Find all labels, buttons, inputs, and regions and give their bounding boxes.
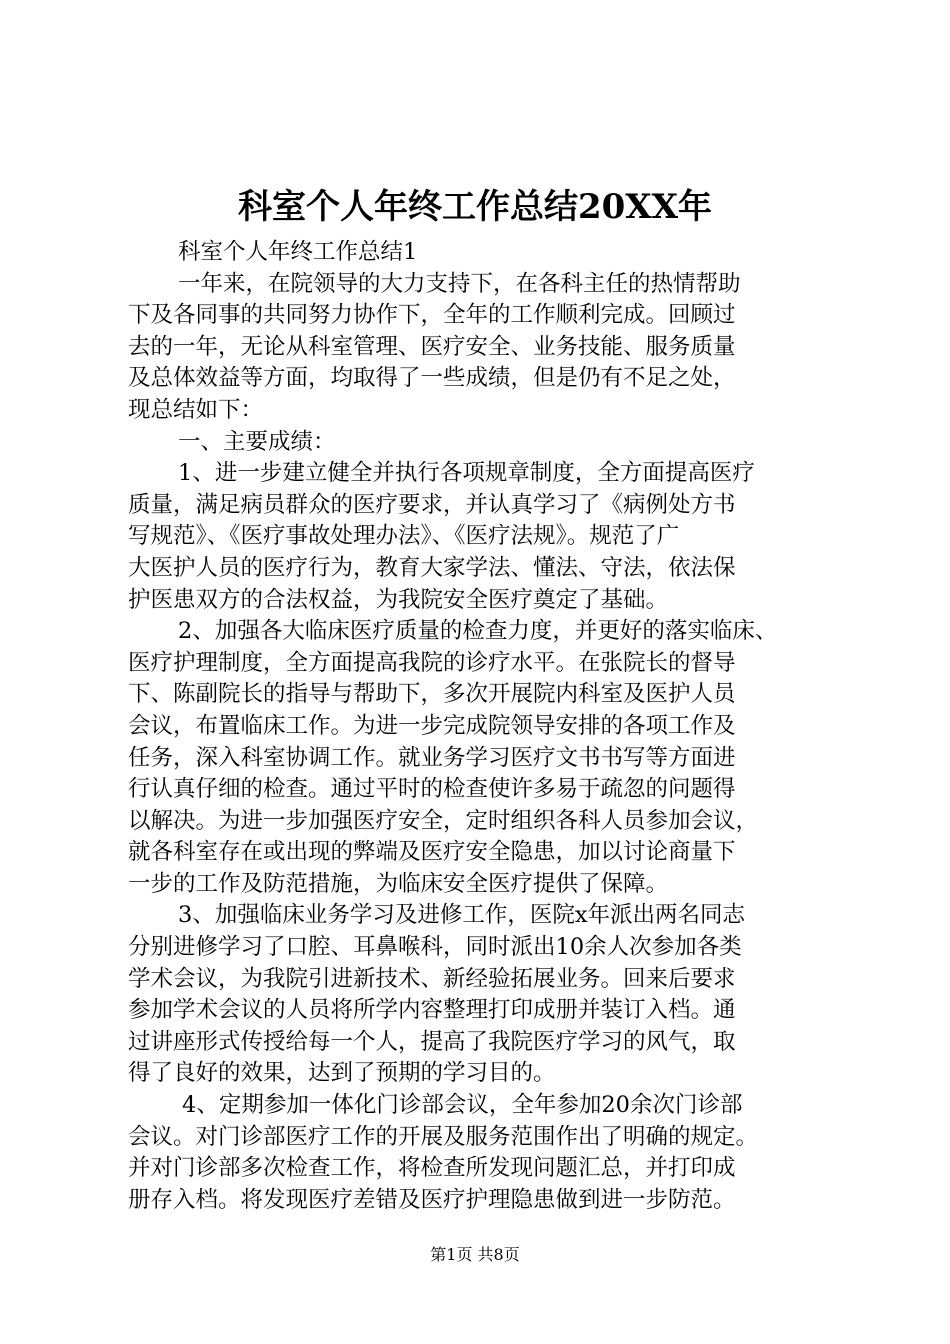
- document-title: 科室个人年终工作总结20XX年: [237, 187, 713, 227]
- paragraph-line: 护医患双方的合法权益，为我院安全医疗奠定了基础。: [128, 586, 669, 613]
- paragraph-line: 4、定期参加一体化门诊部会议，全年参加20余次门诊部: [182, 1092, 743, 1119]
- paragraph-line: 下、陈副院长的指导与帮助下，多次开展院内科室及医护人员: [128, 681, 736, 708]
- paragraph-line: 写规范》、《医疗事故处理办法》、《医疗法规》。规范了广: [128, 523, 680, 550]
- paragraph-line: 过讲座形式传授给每一个人，提高了我院医疗学习的风气，取: [128, 1028, 736, 1055]
- paragraph-line: 分别进修学习了口腔、耳鼻喉科，同时派出10余人次参加各类: [128, 934, 742, 961]
- paragraph-line: 3、加强临床业务学习及进修工作，医院x年派出两名同志: [178, 902, 746, 929]
- paragraph-line: 一步的工作及防范措施，为临床安全医疗提供了保障。: [128, 870, 669, 897]
- paragraph-line: 质量，满足病员群众的医疗要求，并认真学习了《病例处方书: [128, 491, 736, 518]
- paragraph-line: 大医护人员的医疗行为，教育大家学法、懂法、守法，依法保: [128, 554, 736, 581]
- paragraph-line: 就各科室存在或出现的弊端及医疗安全隐患，加以讨论商量下: [128, 839, 736, 866]
- section-heading: 一、主要成绩：: [178, 428, 336, 455]
- paragraph-line: 学术会议，为我院引进新技术、新经验拓展业务。回来后要求: [128, 965, 736, 992]
- paragraph-line: 医疗护理制度，全方面提高我院的诊疗水平。在张院长的督导: [128, 649, 736, 676]
- paragraph-line: 去的一年，无论从科室管理、医疗安全、业务技能、服务质量: [128, 333, 736, 360]
- paragraph-line: 得了良好的效果，达到了预期的学习目的。: [128, 1060, 556, 1087]
- paragraph-line: 1、进一步建立健全并执行各项规章制度，全方面提高医疗: [178, 460, 755, 487]
- paragraph-line: 2、加强各大临床医疗质量的检查力度，并更好的落实临床、: [178, 618, 778, 645]
- paragraph-line: 以解决。为进一步加强医疗安全，定时组织各科人员参加会议，: [128, 807, 759, 834]
- page-footer: 第1页 共8页: [430, 1245, 520, 1264]
- paragraph-line: 并对门诊部多次检查工作，将检查所发现问题汇总，并打印成: [128, 1155, 736, 1182]
- paragraph-line: 及总体效益等方面，均取得了一些成绩，但是仍有不足之处，: [128, 365, 736, 392]
- document-body: [128, 237, 838, 1216]
- paragraph-line: 会议，布置临床工作。为进一步完成院领导安排的各项工作及: [128, 712, 736, 739]
- paragraph-line: 下及各同事的共同努力协作下，全年的工作顺利完成。回顾过: [128, 302, 736, 329]
- paragraph-line: 一年来，在院领导的大力支持下，在各科主任的热情帮助: [178, 270, 741, 297]
- paragraph-line: 册存入档。将发现医疗差错及医疗护理隐患做到进一步防范。: [128, 1186, 736, 1213]
- paragraph-line: 参加学术会议的人员将所学内容整理打印成册并装订入档。通: [128, 997, 736, 1024]
- section-heading: 科室个人年终工作总结1: [178, 239, 418, 265]
- paragraph-line: 会议。对门诊部医疗工作的开展及服务范围作出了明确的规定。: [128, 1123, 759, 1150]
- paragraph-line: 现总结如下：: [128, 396, 264, 423]
- paragraph-line: 行认真仔细的检查。通过平时的检查使许多易于疏忽的问题得: [128, 776, 736, 803]
- paragraph-line: 任务，深入科室协调工作。就业务学习医疗文书书写等方面进: [128, 744, 736, 771]
